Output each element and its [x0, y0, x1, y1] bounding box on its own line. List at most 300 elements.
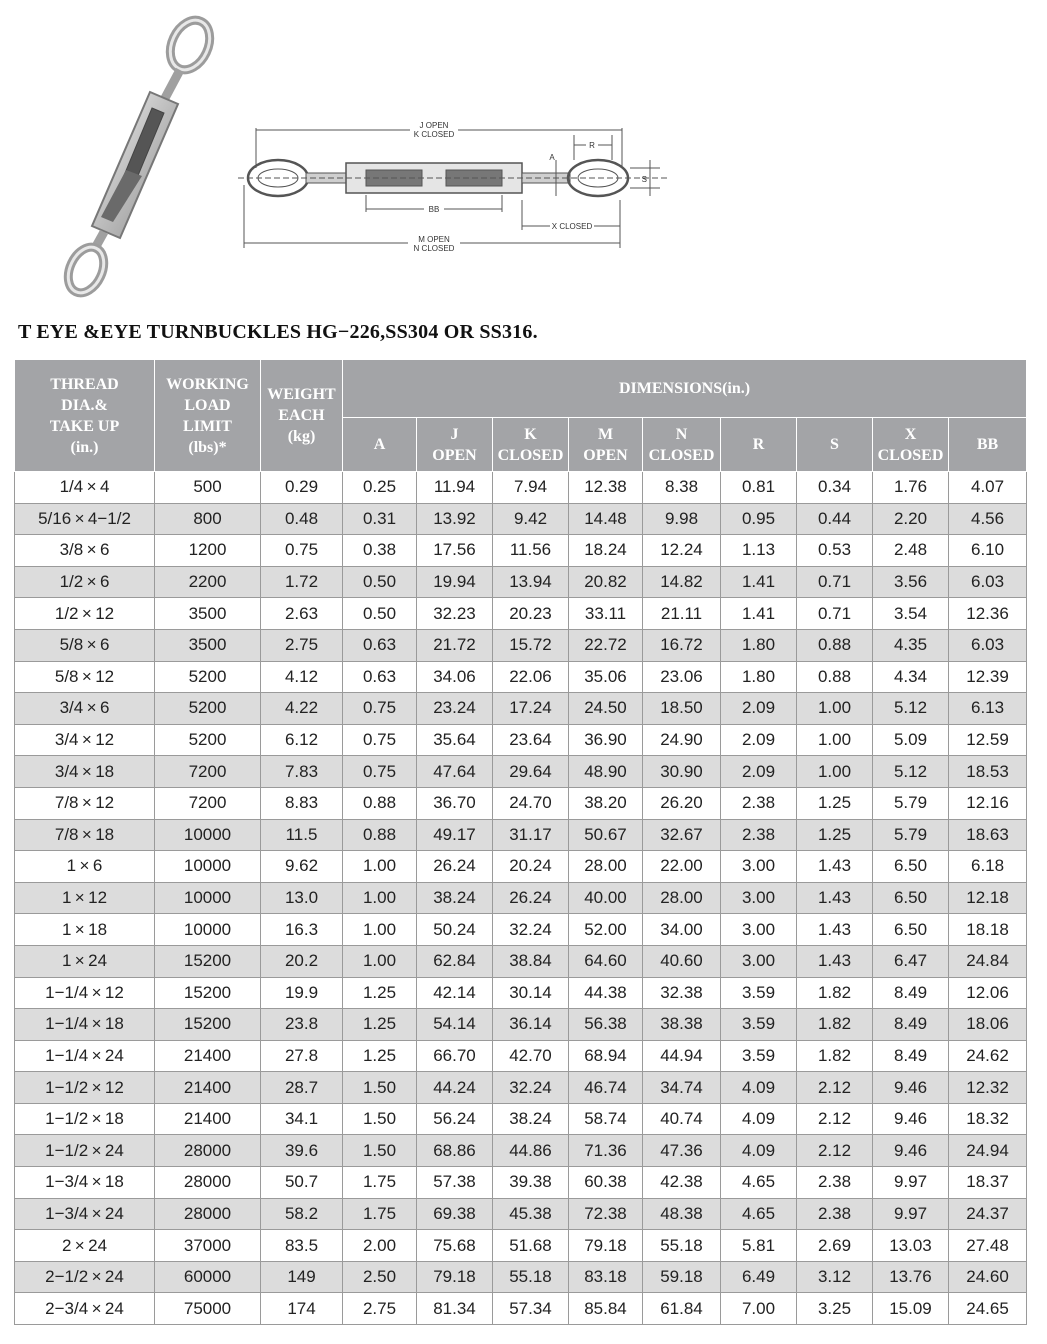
table-cell: 11.56 [493, 535, 569, 567]
table-cell: 1.82 [797, 977, 873, 1009]
header-m-open: M OPEN [569, 418, 643, 472]
table-cell: 24.65 [949, 1293, 1027, 1325]
table-cell: 7.00 [721, 1293, 797, 1325]
header-n-closed: N CLOSED [643, 418, 721, 472]
table-row [15, 1040, 1027, 1072]
table-cell: 68.86 [417, 1135, 493, 1167]
table-cell: 34.06 [417, 661, 493, 693]
table-cell: 21.11 [643, 598, 721, 630]
table-cell: 1.41 [721, 566, 797, 598]
table-cell: 39.6 [261, 1135, 343, 1167]
table-cell: 9.46 [873, 1135, 949, 1167]
table-cell: 9.97 [873, 1167, 949, 1199]
table-cell: 500 [155, 472, 261, 504]
table-cell: 1.43 [797, 851, 873, 883]
table-cell: 22.72 [569, 629, 643, 661]
table-cell: 36.90 [569, 724, 643, 756]
table-cell: 31.17 [493, 819, 569, 851]
table-row [15, 945, 1027, 977]
table-row [15, 724, 1027, 756]
table-cell: 1.43 [797, 945, 873, 977]
table-cell: 19.9 [261, 977, 343, 1009]
table-cell: 3.59 [721, 1009, 797, 1041]
table-cell: 800 [155, 503, 261, 535]
table-cell: 33.11 [569, 598, 643, 630]
table-cell: 1.25 [343, 977, 417, 1009]
product-title: T EYE &EYE TURNBUCKLES HG−226,SS304 OR SS316. [18, 321, 538, 343]
table-cell: 20.82 [569, 566, 643, 598]
table-cell: 60.38 [569, 1167, 643, 1199]
table-cell: 50.7 [261, 1167, 343, 1199]
table-cell: 38.24 [493, 1103, 569, 1135]
table-cell: 44.86 [493, 1135, 569, 1167]
table-cell: 1/4 × 4 [15, 472, 155, 504]
table-cell: 0.81 [721, 472, 797, 504]
label-n-closed: N CLOSED [413, 244, 455, 253]
table-cell: 2.63 [261, 598, 343, 630]
table-cell: 4.35 [873, 629, 949, 661]
table-cell: 85.84 [569, 1293, 643, 1325]
table-cell: 39.38 [493, 1167, 569, 1199]
table-cell: 69.38 [417, 1198, 493, 1230]
table-cell: 35.64 [417, 724, 493, 756]
table-cell: 3/4 × 12 [15, 724, 155, 756]
table-cell: 3.00 [721, 914, 797, 946]
table-cell: 9.98 [643, 503, 721, 535]
table-cell: 72.38 [569, 1198, 643, 1230]
table-cell: 6.50 [873, 882, 949, 914]
table-cell: 3/8 × 6 [15, 535, 155, 567]
table-cell: 7/8 × 12 [15, 787, 155, 819]
table-cell: 24.94 [949, 1135, 1027, 1167]
table-row [15, 914, 1027, 946]
table-cell: 18.63 [949, 819, 1027, 851]
table-cell: 44.38 [569, 977, 643, 1009]
table-cell: 23.24 [417, 693, 493, 725]
table-cell: 12.59 [949, 724, 1027, 756]
table-cell: 58.2 [261, 1198, 343, 1230]
table-cell: 1 × 12 [15, 882, 155, 914]
table-cell: 32.67 [643, 819, 721, 851]
header-s: S [797, 418, 873, 472]
table-cell: 3500 [155, 629, 261, 661]
table-cell: 5/8 × 6 [15, 629, 155, 661]
table-cell: 1.00 [343, 945, 417, 977]
table-cell: 24.60 [949, 1261, 1027, 1293]
header-dimensions: DIMENSIONS(in.) [343, 360, 1027, 418]
table-cell: 2.38 [721, 819, 797, 851]
table-cell: 32.23 [417, 598, 493, 630]
table-cell: 28000 [155, 1198, 261, 1230]
table-cell: 23.8 [261, 1009, 343, 1041]
table-cell: 32.24 [493, 1072, 569, 1104]
table-cell: 1−1/2 × 18 [15, 1103, 155, 1135]
table-cell: 0.50 [343, 598, 417, 630]
table-cell: 6.49 [721, 1261, 797, 1293]
table-cell: 18.18 [949, 914, 1027, 946]
table-cell: 0.44 [797, 503, 873, 535]
table-cell: 16.3 [261, 914, 343, 946]
table-cell: 20.2 [261, 945, 343, 977]
table-cell: 2 × 24 [15, 1230, 155, 1262]
table-cell: 1.76 [873, 472, 949, 504]
table-cell: 24.37 [949, 1198, 1027, 1230]
table-cell: 38.20 [569, 787, 643, 819]
table-cell: 0.31 [343, 503, 417, 535]
table-cell: 7200 [155, 756, 261, 788]
table-cell: 3.00 [721, 851, 797, 883]
table-cell: 50.24 [417, 914, 493, 946]
table-cell: 0.50 [343, 566, 417, 598]
label-x-closed: X CLOSED [551, 222, 593, 231]
table-row [15, 535, 1027, 567]
table-cell: 1.41 [721, 598, 797, 630]
table-cell: 1.50 [343, 1135, 417, 1167]
label-a: A [549, 153, 555, 162]
table-cell: 50.67 [569, 819, 643, 851]
table-cell: 5200 [155, 724, 261, 756]
table-cell: 21400 [155, 1103, 261, 1135]
table-cell: 8.38 [643, 472, 721, 504]
table-cell: 1 × 24 [15, 945, 155, 977]
table-cell: 6.18 [949, 851, 1027, 883]
table-cell: 1.43 [797, 914, 873, 946]
turnbuckle-photo [61, 14, 217, 299]
table-cell: 1.75 [343, 1167, 417, 1199]
table-cell: 18.50 [643, 693, 721, 725]
table-cell: 2.09 [721, 693, 797, 725]
table-cell: 0.75 [343, 756, 417, 788]
table-cell: 3.25 [797, 1293, 873, 1325]
table-cell: 5.12 [873, 756, 949, 788]
table-row [15, 1230, 1027, 1262]
label-m-open: M OPEN [418, 235, 450, 244]
table-cell: 149 [261, 1261, 343, 1293]
table-cell: 12.38 [569, 472, 643, 504]
table-cell: 19.94 [417, 566, 493, 598]
table-cell: 38.84 [493, 945, 569, 977]
dimension-drawing [238, 128, 668, 248]
table-cell: 1−1/2 × 12 [15, 1072, 155, 1104]
table-cell: 42.38 [643, 1167, 721, 1199]
table-cell: 15200 [155, 977, 261, 1009]
table-cell: 2.12 [797, 1103, 873, 1135]
table-cell: 83.5 [261, 1230, 343, 1262]
table-cell: 52.00 [569, 914, 643, 946]
table-cell: 1−1/2 × 24 [15, 1135, 155, 1167]
table-cell: 56.38 [569, 1009, 643, 1041]
table-cell: 28000 [155, 1135, 261, 1167]
table-row [15, 693, 1027, 725]
table-cell: 79.18 [417, 1261, 493, 1293]
table-cell: 0.71 [797, 566, 873, 598]
table-cell: 2−1/2 × 24 [15, 1261, 155, 1293]
table-cell: 9.46 [873, 1072, 949, 1104]
table-cell: 10000 [155, 819, 261, 851]
table-cell: 12.32 [949, 1072, 1027, 1104]
table-cell: 45.38 [493, 1198, 569, 1230]
table-cell: 8.49 [873, 1040, 949, 1072]
table-cell: 174 [261, 1293, 343, 1325]
table-cell: 0.75 [343, 724, 417, 756]
table-cell: 12.39 [949, 661, 1027, 693]
table-cell: 1/2 × 12 [15, 598, 155, 630]
table-cell: 21.72 [417, 629, 493, 661]
table-cell: 1200 [155, 535, 261, 567]
table-cell: 57.34 [493, 1293, 569, 1325]
header-thread: THREAD DIA.& TAKE UP (in.) [15, 360, 155, 472]
table-row [15, 661, 1027, 693]
table-cell: 28.00 [569, 851, 643, 883]
table-cell: 3.00 [721, 945, 797, 977]
table-cell: 1−1/4 × 24 [15, 1040, 155, 1072]
table-cell: 59.18 [643, 1261, 721, 1293]
table-cell: 1.43 [797, 882, 873, 914]
table-cell: 55.18 [493, 1261, 569, 1293]
table-cell: 13.0 [261, 882, 343, 914]
table-cell: 12.36 [949, 598, 1027, 630]
table-row [15, 1135, 1027, 1167]
table-cell: 13.92 [417, 503, 493, 535]
table-cell: 1/2 × 6 [15, 566, 155, 598]
table-cell: 2.09 [721, 756, 797, 788]
table-cell: 15200 [155, 1009, 261, 1041]
table-cell: 2.09 [721, 724, 797, 756]
header-r: R [721, 418, 797, 472]
table-row [15, 787, 1027, 819]
table-cell: 4.09 [721, 1135, 797, 1167]
table-cell: 58.74 [569, 1103, 643, 1135]
table-cell: 36.14 [493, 1009, 569, 1041]
table-row [15, 503, 1027, 535]
table-cell: 75000 [155, 1293, 261, 1325]
table-cell: 3.12 [797, 1261, 873, 1293]
table-cell: 1.82 [797, 1009, 873, 1041]
table-cell: 5200 [155, 693, 261, 725]
table-cell: 49.17 [417, 819, 493, 851]
table-cell: 75.68 [417, 1230, 493, 1262]
table-cell: 5.81 [721, 1230, 797, 1262]
table-cell: 0.38 [343, 535, 417, 567]
table-cell: 9.46 [873, 1103, 949, 1135]
table-cell: 1.72 [261, 566, 343, 598]
table-cell: 44.94 [643, 1040, 721, 1072]
table-cell: 1.00 [343, 914, 417, 946]
table-cell: 2.20 [873, 503, 949, 535]
table-row [15, 756, 1027, 788]
table-cell: 48.90 [569, 756, 643, 788]
table-cell: 51.68 [493, 1230, 569, 1262]
table-cell: 22.00 [643, 851, 721, 883]
table-cell: 22.06 [493, 661, 569, 693]
table-cell: 18.53 [949, 756, 1027, 788]
table-cell: 48.38 [643, 1198, 721, 1230]
table-row [15, 1198, 1027, 1230]
table-cell: 24.70 [493, 787, 569, 819]
table-cell: 15.09 [873, 1293, 949, 1325]
table-cell: 38.38 [643, 1009, 721, 1041]
table-cell: 26.24 [493, 882, 569, 914]
table-cell: 14.48 [569, 503, 643, 535]
table-cell: 61.84 [643, 1293, 721, 1325]
table-cell: 3/4 × 6 [15, 693, 155, 725]
table-row [15, 851, 1027, 883]
table-cell: 4.09 [721, 1103, 797, 1135]
table-cell: 0.75 [343, 693, 417, 725]
table-cell: 3.54 [873, 598, 949, 630]
table-cell: 0.88 [797, 629, 873, 661]
table-cell: 2.75 [343, 1293, 417, 1325]
table-cell: 4.65 [721, 1167, 797, 1199]
table-cell: 16.72 [643, 629, 721, 661]
table-cell: 3/4 × 18 [15, 756, 155, 788]
table-cell: 5/8 × 12 [15, 661, 155, 693]
table-cell: 26.20 [643, 787, 721, 819]
table-cell: 12.06 [949, 977, 1027, 1009]
table-cell: 7.83 [261, 756, 343, 788]
table-row [15, 882, 1027, 914]
table-cell: 21400 [155, 1040, 261, 1072]
table-cell: 3.00 [721, 882, 797, 914]
table-cell: 23.06 [643, 661, 721, 693]
table-cell: 56.24 [417, 1103, 493, 1135]
header-x-closed: X CLOSED [873, 418, 949, 472]
table-cell: 42.14 [417, 977, 493, 1009]
table-cell: 29.64 [493, 756, 569, 788]
table-cell: 66.70 [417, 1040, 493, 1072]
table-cell: 1 × 6 [15, 851, 155, 883]
table-cell: 7200 [155, 787, 261, 819]
table-cell: 3.59 [721, 1040, 797, 1072]
table-cell: 9.62 [261, 851, 343, 883]
table-cell: 2.00 [343, 1230, 417, 1262]
turnbuckle-illustration [0, 0, 1047, 310]
table-cell: 1.00 [797, 756, 873, 788]
table-cell: 27.8 [261, 1040, 343, 1072]
table-cell: 40.00 [569, 882, 643, 914]
table-cell: 3.56 [873, 566, 949, 598]
table-cell: 9.97 [873, 1198, 949, 1230]
table-cell: 0.29 [261, 472, 343, 504]
table-row [15, 1293, 1027, 1325]
table-cell: 62.84 [417, 945, 493, 977]
table-cell: 4.56 [949, 503, 1027, 535]
table-cell: 2200 [155, 566, 261, 598]
table-cell: 5.12 [873, 693, 949, 725]
table-row [15, 1167, 1027, 1199]
table-cell: 38.24 [417, 882, 493, 914]
table-cell: 4.12 [261, 661, 343, 693]
table-cell: 0.88 [797, 661, 873, 693]
table-row [15, 1072, 1027, 1104]
label-r: R [589, 141, 595, 150]
table-cell: 4.07 [949, 472, 1027, 504]
table-cell: 83.18 [569, 1261, 643, 1293]
table-cell: 81.34 [417, 1293, 493, 1325]
header-bb: BB [949, 418, 1027, 472]
table-cell: 2.12 [797, 1135, 873, 1167]
table-cell: 1−1/4 × 12 [15, 977, 155, 1009]
table-cell: 1.00 [797, 693, 873, 725]
table-cell: 23.64 [493, 724, 569, 756]
table-cell: 2.38 [797, 1198, 873, 1230]
table-cell: 5.09 [873, 724, 949, 756]
table-cell: 1 × 18 [15, 914, 155, 946]
table-cell: 37000 [155, 1230, 261, 1262]
table-cell: 13.76 [873, 1261, 949, 1293]
table-cell: 1.80 [721, 661, 797, 693]
table-cell: 57.38 [417, 1167, 493, 1199]
table-cell: 18.32 [949, 1103, 1027, 1135]
table-cell: 6.10 [949, 535, 1027, 567]
table-cell: 1.00 [343, 882, 417, 914]
table-cell: 1−3/4 × 18 [15, 1167, 155, 1199]
table-cell: 0.34 [797, 472, 873, 504]
table-cell: 40.60 [643, 945, 721, 977]
table-cell: 34.00 [643, 914, 721, 946]
table-cell: 28000 [155, 1167, 261, 1199]
table-cell: 55.18 [643, 1230, 721, 1262]
table-cell: 27.48 [949, 1230, 1027, 1262]
table-row [15, 1103, 1027, 1135]
table-cell: 1.00 [343, 851, 417, 883]
table-cell: 79.18 [569, 1230, 643, 1262]
table-cell: 47.64 [417, 756, 493, 788]
table-cell: 44.24 [417, 1072, 493, 1104]
table-cell: 24.62 [949, 1040, 1027, 1072]
table-row [15, 1009, 1027, 1041]
table-row [15, 472, 1027, 504]
table-cell: 5.79 [873, 787, 949, 819]
table-cell: 68.94 [569, 1040, 643, 1072]
table-cell: 2.50 [343, 1261, 417, 1293]
table-cell: 20.24 [493, 851, 569, 883]
table-cell: 1.50 [343, 1103, 417, 1135]
table-cell: 5200 [155, 661, 261, 693]
table-cell: 5/16 × 4−1/2 [15, 503, 155, 535]
table-cell: 1.13 [721, 535, 797, 567]
table-cell: 0.63 [343, 661, 417, 693]
table-cell: 34.74 [643, 1072, 721, 1104]
table-cell: 14.82 [643, 566, 721, 598]
table-cell: 3.59 [721, 977, 797, 1009]
table-cell: 6.03 [949, 629, 1027, 661]
table-row [15, 977, 1027, 1009]
table-cell: 12.24 [643, 535, 721, 567]
table-cell: 6.50 [873, 851, 949, 883]
table-cell: 0.71 [797, 598, 873, 630]
table-cell: 28.7 [261, 1072, 343, 1104]
table-cell: 6.47 [873, 945, 949, 977]
table-cell: 32.38 [643, 977, 721, 1009]
table-cell: 6.12 [261, 724, 343, 756]
table-cell: 32.24 [493, 914, 569, 946]
table-cell: 1.82 [797, 1040, 873, 1072]
table-row [15, 629, 1027, 661]
table-cell: 26.24 [417, 851, 493, 883]
table-cell: 21400 [155, 1072, 261, 1104]
table-cell: 11.94 [417, 472, 493, 504]
table-cell: 34.1 [261, 1103, 343, 1135]
table-cell: 35.06 [569, 661, 643, 693]
table-cell: 12.18 [949, 882, 1027, 914]
table-cell: 28.00 [643, 882, 721, 914]
table-cell: 2.69 [797, 1230, 873, 1262]
table-cell: 4.65 [721, 1198, 797, 1230]
table-cell: 1.50 [343, 1072, 417, 1104]
table-cell: 18.06 [949, 1009, 1027, 1041]
table-row [15, 1261, 1027, 1293]
